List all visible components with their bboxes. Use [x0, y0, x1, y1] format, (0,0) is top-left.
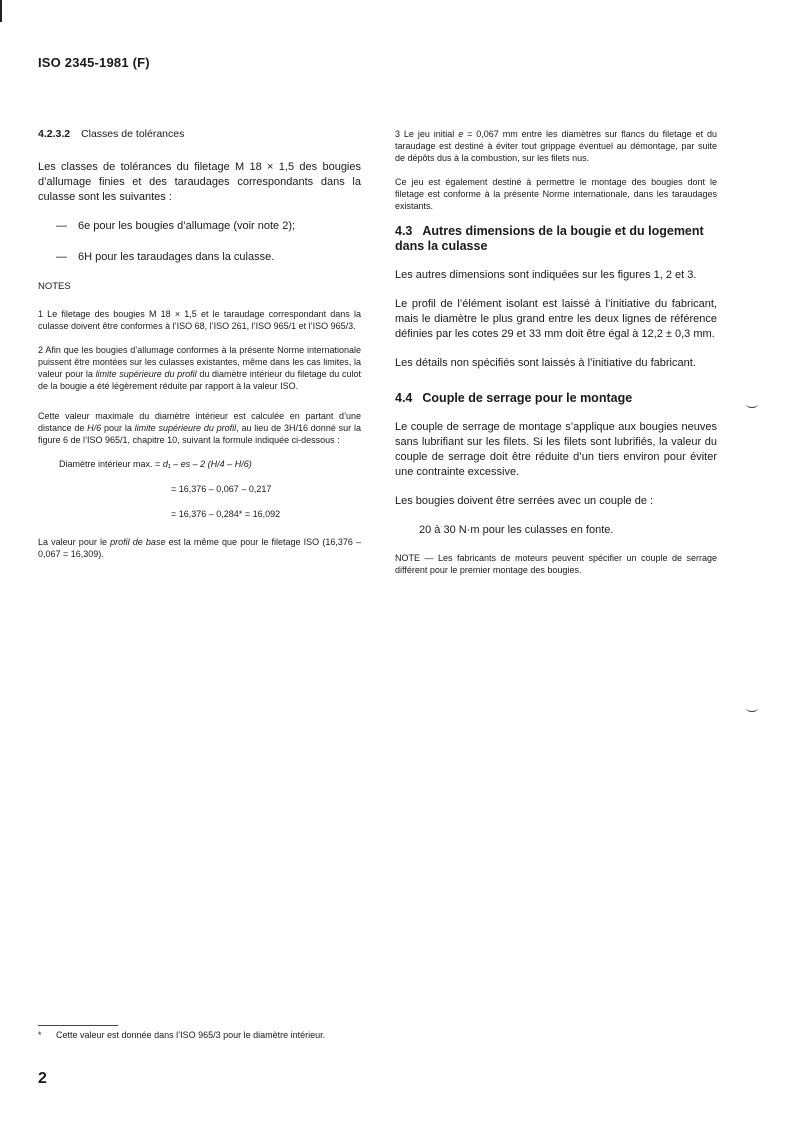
- left-column: [38, 128, 361, 572]
- section-4-4-paragraph-1: Le couple de serrage de montage s’applique aux bougies neuves sans lubrifiant sur les filets. Si les filets sont lubrifiés, la valeur du couple de serrage doit être réduite d’un tiers environ pour éviter une contrainte excessive.: [395, 421, 717, 478]
- section-4-3-paragraph-3: Les détails non spécifiés sont laissés à l’initiative du fabricant.: [395, 357, 696, 369]
- note-2: 2 Afin que les bougies d’allumage conformes à la présente Norme internationale puissent être montées sur les culasses existantes, même dans les cas limites, la valeur pour la limite supérieure du profil du diamètre intérieur du filetage du culot de la bougie a été légèrement réduite par rapport à la valeur ISO.: [38, 345, 361, 391]
- section-4-3-heading: 4.3 Autres dimensions de la bougie et du logement dans la culasse: [395, 224, 704, 253]
- calculation-paragraph: Cette valeur maximale du diamètre intérieur est calculée en partant d’une distance de H/6 pour la limite supérieure du profil, au lieu de 3H/16 donné sur la figure 6 de l’ISO 965/1, chapitre 10, suivant la formule indiquée ci-dessous :: [38, 411, 361, 445]
- section-4-4-heading: 4.4 Couple de serrage pour le montage: [395, 391, 633, 405]
- note-1: 1 Le filetage des bougies M 18 × 1,5 et le taraudage correspondant dans la culasse doivent être conformes à l’ISO 68, l’ISO 261, l’ISO 965/1 et l’ISO 965/3.: [38, 309, 361, 331]
- margin-mark: [746, 401, 758, 408]
- formula-line-1: Diamètre intérieur max. = d₁ – es – 2 (H/4 – H/6): [59, 459, 252, 469]
- right-column: [395, 128, 717, 588]
- formula-line-2: = 16,376 – 0,067 – 0,217: [171, 484, 272, 494]
- footnote: * Cette valeur est donnée dans l’ISO 965/3 pour le diamètre intérieur.: [38, 1030, 326, 1040]
- section-4-4-note: NOTE — Les fabricants de moteurs peuvent spécifier un couple de serrage différent pour le premier montage des bougies.: [395, 553, 717, 575]
- footnote-separator: [38, 1025, 118, 1026]
- formula: [38, 458, 361, 520]
- page-number: 2: [38, 1070, 47, 1087]
- document-header: ISO 2345-1981 (F): [38, 55, 150, 70]
- margin-mark: [746, 705, 758, 712]
- base-profile-paragraph: La valeur pour le profil de base est la même que pour le filetage ISO (16,376 – 0,067 = 16,309).: [38, 537, 361, 559]
- note-3-continued: Ce jeu est également destiné à permettre le montage des bougies dont le filetage est conforme à la présente Norme internationale, dans les taraudages existants.: [395, 177, 717, 211]
- page-edge-mark: [0, 0, 2, 22]
- torque-value: 20 à 30 N·m pour les culasses en fonte.: [419, 524, 614, 536]
- note-3: 3 Le jeu initial e = 0,067 mm entre les diamètres sur flancs du filetage et du taraudage est destiné à éviter tout grippage éventuel au démontage, par suite de dépôts dus à la combustion, sur les filets nus.: [395, 129, 717, 163]
- section-4-2-3-2-heading: [38, 128, 361, 140]
- section-4-3-paragraph-1: Les autres dimensions sont indiquées sur les figures 1, 2 et 3.: [395, 269, 697, 281]
- section-title: Classes de tolérances: [81, 128, 185, 140]
- section-4-4-paragraph-2: Les bougies doivent être serrées avec un couple de :: [395, 495, 654, 507]
- bullet-item: — 6H pour les taraudages dans la culasse.: [56, 251, 275, 263]
- section-4-3-paragraph-2: Le profil de l’élément isolant est laissé à l’initiative du fabricant, mais le diamètre le plus grand entre les deux lignes de référence définies par les cotes 29 et 33 mm doit être égal à 12,2 ± 0,3 mm.: [395, 298, 717, 340]
- formula-line-3: = 16,376 – 0,284* = 16,092: [171, 509, 281, 519]
- tolerance-intro: Les classes de tolérances du filetage M 18 × 1,5 des bougies d’allumage finies et des taraudages correspondants dans la culasse sont les suivantes :: [38, 161, 361, 203]
- bullet-item: — 6e pour les bougies d’allumage (voir note 2);: [56, 220, 296, 232]
- notes-heading: NOTES: [38, 281, 71, 292]
- section-number: 4.2.3.2: [38, 128, 71, 140]
